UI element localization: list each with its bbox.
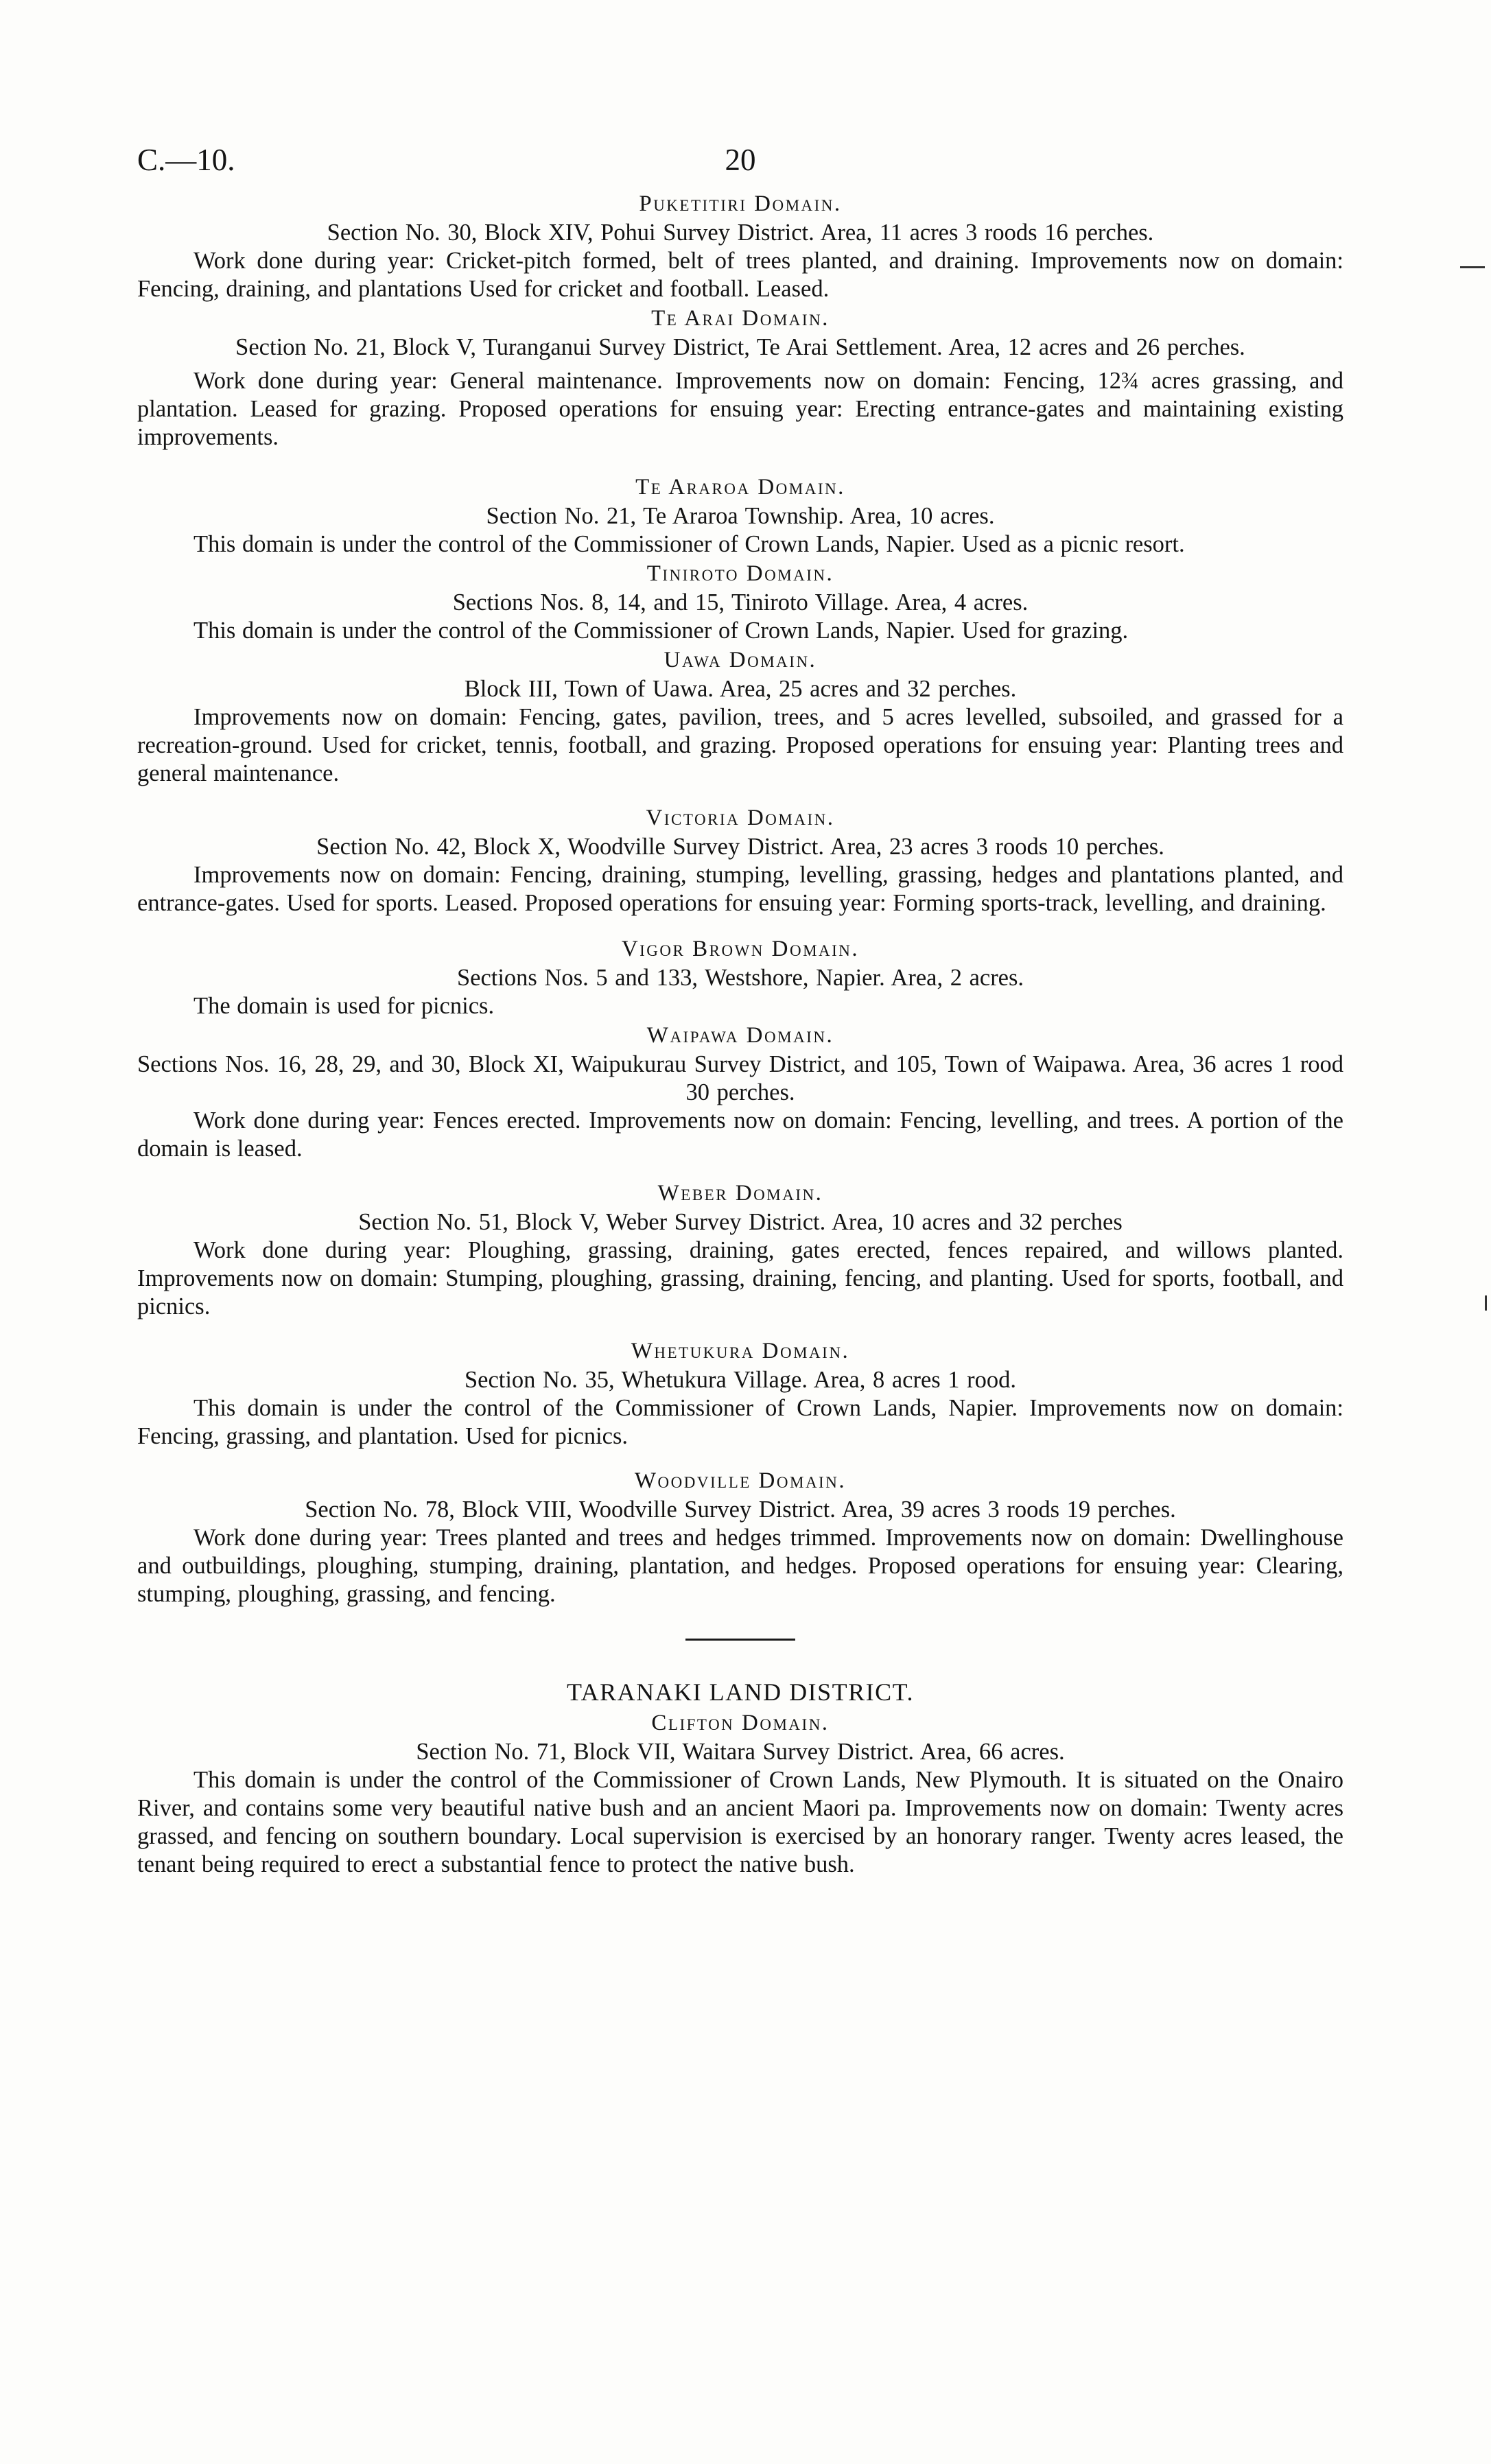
land-district-section (137, 1676, 1343, 1879)
section-text: Improvements now on domain: Fencing, draining, stumping, levelling, grassing, hedges and plantations planted, and entrance-gates. Used for sports. Leased. Proposed operations for ensuing year: Forming sports-track, levelling, and draining. (137, 862, 1343, 916)
domain-section (137, 934, 1343, 1020)
section-title: Woodville Domain. (634, 1468, 847, 1493)
section-title: Vigor Brown Domain. (621, 937, 860, 961)
domain-section (137, 1020, 1343, 1163)
section-title: Victoria Domain. (646, 806, 835, 830)
section-text: The domain is used for picnics. (193, 993, 495, 1019)
section-title: Te Arai Domain. (651, 306, 830, 331)
section-text: Work done during year: Fences erected. Improvements now on domain: Fencing, levelling, and trees. A portion of the domain is leased. (137, 1107, 1343, 1162)
domain-section (137, 803, 1343, 917)
domain-section (137, 472, 1343, 559)
section-location: Block III, Town of Uawa. Area, 25 acres and 32 perches. (464, 676, 1017, 702)
section-title: Te Araroa Domain. (635, 475, 845, 500)
section-text: This domain is under the control of the Commissioner of Crown Lands, Napier. Used as a picnic resort. (193, 531, 1185, 557)
domain-section (137, 303, 1343, 451)
domain-section (137, 189, 1343, 303)
domain-section (137, 1336, 1343, 1451)
section-text: Work done during year: Cricket-pitch formed, belt of trees planted, and draining. Improvements now on domain: Fencing, draining, and plantations Used for cricket and football. Leased. (137, 248, 1343, 302)
margin-mark (1485, 1295, 1487, 1311)
domain-section (137, 1178, 1343, 1321)
section-location: Section No. 30, Block XIV, Pohui Survey District. Area, 11 acres 3 roods 16 perches. (327, 220, 1154, 246)
section-location: Section No. 35, Whetukura Village. Area, 8 acres 1 rood. (464, 1367, 1017, 1393)
section-text: Work done during year: Ploughing, grassing, draining, gates erected, fences repaired, and willows planted. Improvements now on domain: Stumping, ploughing, grassing, draining, fencing, and planting. Used for sports, football, and picnics. (137, 1237, 1343, 1319)
district-heading: TARANAKI LAND DISTRICT. (567, 1678, 914, 1706)
section-divider (685, 1639, 795, 1641)
domain-section (137, 1466, 1343, 1608)
section-title: Clifton Domain. (651, 1711, 830, 1735)
section-location: Section No. 51, Block V, Weber Survey District. Area, 10 acres and 32 perches (358, 1209, 1123, 1235)
section-text: This domain is under the control of the Commissioner of Crown Lands, Napier. Used for grazing. (193, 618, 1129, 644)
section-location: Sections Nos. 8, 14, and 15, Tiniroto Village. Area, 4 acres. (452, 589, 1029, 615)
margin-mark (1460, 266, 1485, 268)
page-header (137, 141, 1343, 189)
document-reference: C.—10. (137, 143, 235, 177)
section-text: This domain is under the control of the Commissioner of Crown Lands, New Plymouth. It is situated on the Onairo River, and contains some very beautiful native bush and an ancient Maori pa. Improvements now on domain: Twenty acres grassed, and fencing on southern boundary. Local supervision is exercised by an honorary ranger. Twenty acres leased, the tenant being required to erect a substantial fence to protect the native bush. (137, 1767, 1343, 1877)
section-title: Puketitiri Domain. (639, 191, 842, 216)
section-title: Uawa Domain. (664, 648, 817, 672)
domain-section (137, 559, 1343, 645)
section-text: This domain is under the control of the Commissioner of Crown Lands, Napier. Improvements now on domain: Fencing, grassing, and plantation. Used for picnics. (137, 1395, 1343, 1449)
domain-section (137, 645, 1343, 788)
section-location: Section No. 42, Block X, Woodville Survey District. Area, 23 acres 3 roods 10 perches. (316, 834, 1164, 860)
page-number: 20 (725, 143, 756, 177)
section-location: Sections Nos. 5 and 133, Westshore, Napier. Area, 2 acres. (456, 965, 1024, 991)
section-location: Section No. 78, Block VIII, Woodville Survey District. Area, 39 acres 3 roods 19 perches. (305, 1497, 1176, 1523)
section-title: Tiniroto Domain. (646, 561, 834, 586)
section-title: Weber Domain. (657, 1181, 823, 1206)
section-text: Improvements now on domain: Fencing, gates, pavilion, trees, and 5 acres levelled, subsoiled, and grassed for a recreation-ground. Used for cricket, tennis, football, and grazing. Proposed operations for ensuing year: Planting trees and general maintenance. (137, 704, 1343, 786)
section-location: Section No. 71, Block VII, Waitara Survey District. Area, 66 acres. (416, 1739, 1065, 1765)
page-content (137, 141, 1343, 1879)
section-title: Whetukura Domain. (631, 1339, 850, 1363)
section-location: Section No. 21, Block V, Turanganui Survey District, Te Arai Settlement. Area, 12 acres and 26 perches. (235, 334, 1245, 360)
section-title: Waipawa Domain. (646, 1023, 834, 1048)
section-location: Sections Nos. 16, 28, 29, and 30, Block XI, Waipukurau Survey District, and 105, Town of Waipawa. Area, 36 acres 1 rood 30 perches. (137, 1051, 1343, 1105)
section-location: Section No. 21, Te Araroa Township. Area, 10 acres. (486, 503, 995, 529)
section-text: Work done during year: Trees planted and trees and hedges trimmed. Improvements now on domain: Dwellinghouse and outbuildings, ploughing, stumping, draining, plantation, and hedges. Proposed operations for ensuing year: Clearing, stumping, ploughing, grassing, and fencing. (137, 1525, 1343, 1607)
section-text: Work done during year: General maintenance. Improvements now on domain: Fencing, 12¾ acres grassing, and plantation. Leased for grazing. Proposed operations for ensuing year: Erecting entrance-gates and maintaining existing improvements. (137, 368, 1343, 450)
